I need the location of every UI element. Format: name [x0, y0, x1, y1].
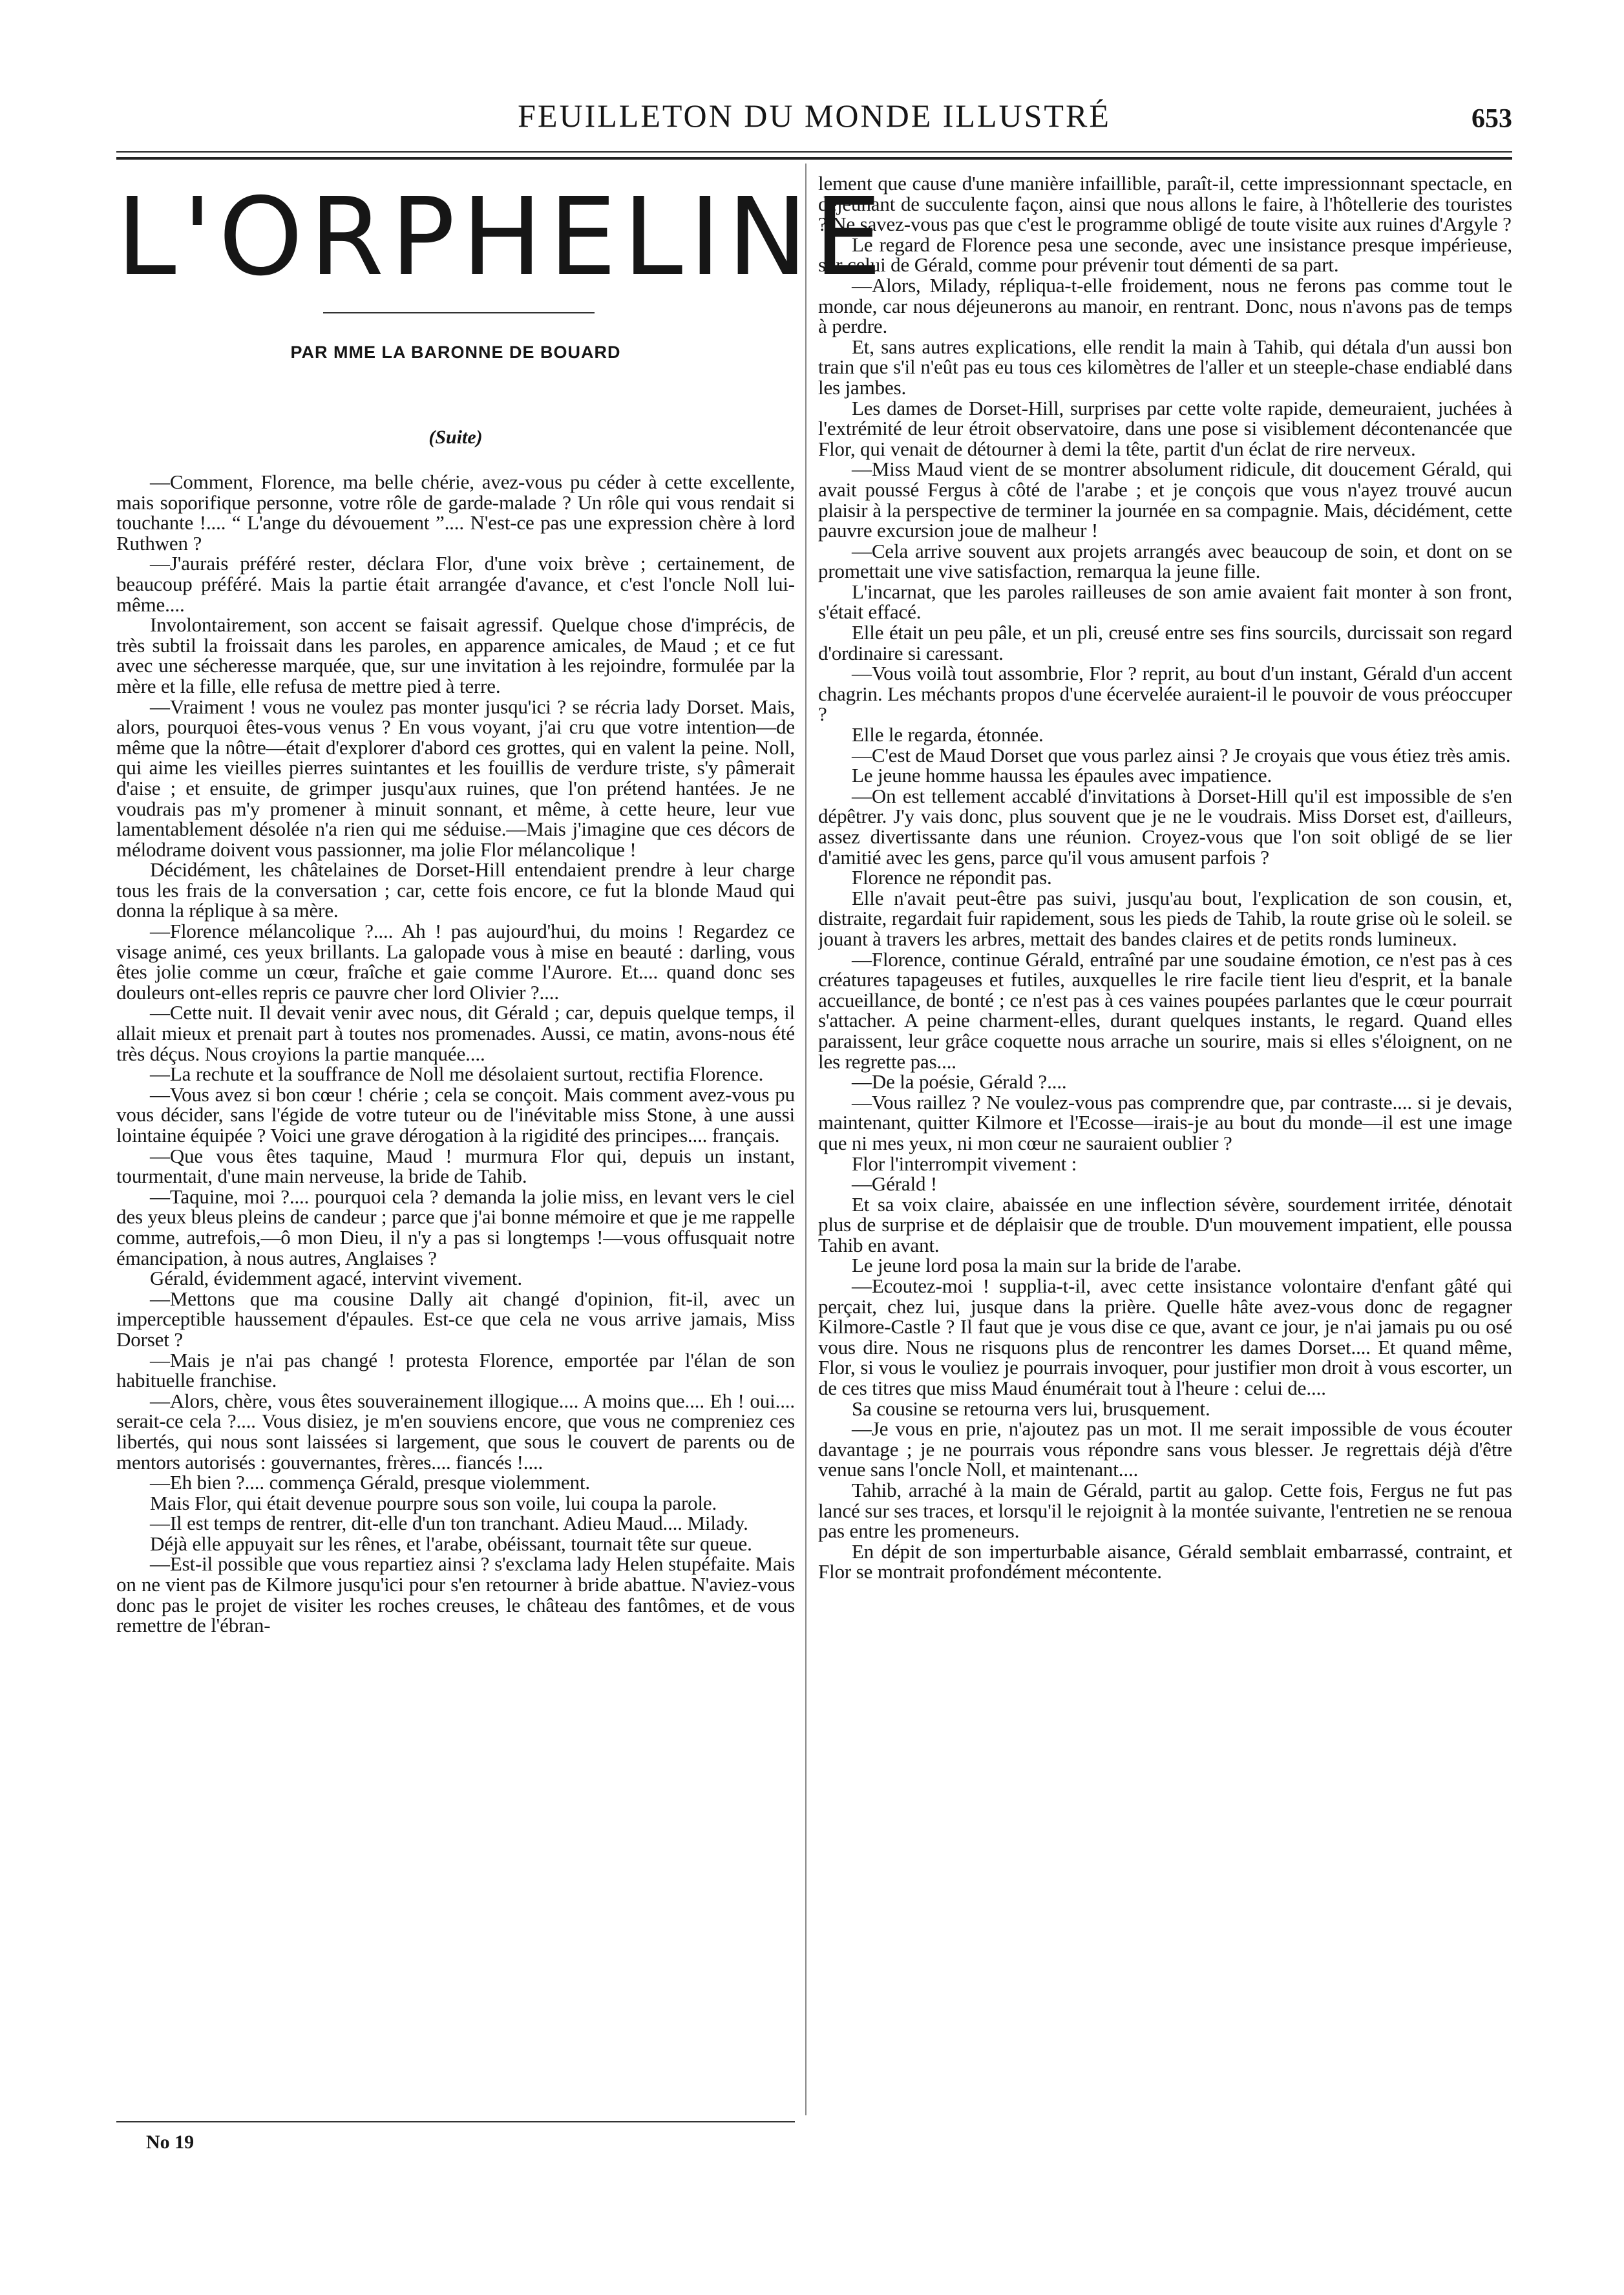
- paragraph: —Que vous êtes taquine, Maud ! murmura Flor qui, depuis un instant, tourmentait, d'une main nerveuse, la bride de Tahib.: [116, 1144, 795, 1188]
- paragraph: —Eh bien ?.... commença Gérald, presque violemment.: [150, 1471, 591, 1494]
- right-column: [818, 173, 1512, 2138]
- paragraph: Et, sans autres explications, elle rendit la main à Tahib, qui détala d'un aussi bon train que s'il n'eût pas eu tous ces kilomètres de l'aller et un steeple-chase endiablé dans les jambes.: [818, 335, 1512, 399]
- paragraph: Florence ne répondit pas.: [852, 866, 1052, 889]
- paragraph: Elle n'avait peut-être pas suivi, jusqu'au bout, l'explication de son cousin, et, distraite, regardait fuir rapidement, sous les pieds de Tahib, la route grise où le soleil. se jouant à travers les arbres, mettait des bandes claires et de petits ronds lumineux.: [818, 886, 1512, 950]
- paragraph: —Alors, Milady, répliqua-t-elle froidement, nous ne ferons pas comme tout le monde, car nous déjeunerons au manoir, en rentrant. Donc, nous n'avons pas de temps à perdre.: [818, 273, 1512, 338]
- paragraph: —Vous voilà tout assombrie, Flor ? reprit, au bout d'un instant, Gérald d'un accent chagrin. Les méchants propos d'une écervelée auraient-il le pouvoir de vous préoccuper ?: [818, 662, 1512, 726]
- paragraph: Flor l'interrompit vivement :: [852, 1152, 1077, 1175]
- paragraph: —Cette nuit. Il devait venir avec nous, dit Gérald ; car, depuis quelque temps, il allait mieux et prenait part à toutes nos promenades. Aussi, ce matin, avons-nous été très déçus. Nous croyions la partie manquée....: [116, 1001, 795, 1065]
- paragraph: Mais Flor, qui était devenue pourpre sous son voile, lui coupa la parole.: [150, 1491, 717, 1514]
- paragraph: —La rechute et la souffrance de Noll me désolaient surtout, rectifia Florence.: [150, 1063, 764, 1086]
- paragraph: Le jeune homme haussa les épaules avec impatience.: [852, 764, 1272, 787]
- paragraph: —Florence, continue Gérald, entraîné par une soudaine émotion, ce n'est pas à ces créatures tapageuses et futiles, auxquelles le rire facile tient lieu d'esprit, et la banale accueillance, de bonté ; ce n'est pas à ces vaines poupées parlantes que le cœur pourrait s'attacher. A peine charment-elles, durant quelques instants, le regard. Quand elles paraissent, leur grâce coquette nous arrache un sourire, mais si elles s'éloignent, on ne les regrette pas....: [818, 947, 1512, 1073]
- paragraph: —Alors, chère, vous êtes souverainement illogique.... A moins que.... Eh ! oui.... serait-ce cela ?.... Vous disiez, je m'en souviens encore, que vous ne compreniez ces libertés, qui nous sont laissées si largement, que sous le couvert de parents ou de mentors autorisés : gouvernantes, frères.... fiancés !....: [116, 1389, 795, 1474]
- paragraph: —J'aurais préféré rester, déclara Flor, d'une voix brève ; certainement, de beaucoup préféré. Mais la partie était arrangée d'avance, et c'est l'oncle Noll lui-même....: [116, 552, 795, 616]
- continued-label: (Suite): [428, 427, 483, 448]
- paragraph: —Mettons que ma cousine Dally ait changé d'opinion, fit-il, avec un imperceptible haussement d'épaules. Est-ce que cela ne vous arrive jamais, Miss Dorset ?: [116, 1287, 795, 1351]
- left-column: [116, 472, 795, 2126]
- column-divider: [805, 164, 807, 2115]
- paragraph: Le jeune lord posa la main sur la bride de l'arabe.: [852, 1254, 1242, 1277]
- paragraph: L'incarnat, que les paroles railleuses de son amie avaient fait monter à son front, s'était effacé.: [818, 580, 1512, 624]
- title-rule: [323, 312, 595, 313]
- paragraph: Décidément, les châtelaines de Dorset-Hill entendaient prendre à leur charge tous les frais de la conversation ; car, cette fois encore, ce fut la blonde Maud qui donna la réplique à sa mère.: [116, 858, 795, 922]
- paragraph: —Vous raillez ? Ne voulez-vous pas comprendre que, par contraste.... si je devais, maintenant, quitter Kilmore et l'Ecosse—irais-je au bout du monde—il est une image que ni mes yeux, ni mon cœur ne sauraient oublier ?: [818, 1090, 1512, 1154]
- paragraph-continuation: lement que cause d'une manière infaillible, paraît-il, cette impressionnant spectacle, en déjeunant de succulente façon, ainsi que nous allons le faire, à l'hôtellerie des touristes ? Ne savez-vous pas que c'est le programme obligé de toute visite aux ruines d'Argyle ?: [818, 173, 1512, 236]
- header-rule-thin: [116, 151, 1512, 153]
- paragraph: —Gérald !: [852, 1172, 938, 1196]
- paragraph: —Cela arrive souvent aux projets arrangés avec beaucoup de soin, et dont on se promettait une vive satisfaction, remarqua la jeune fille.: [818, 539, 1512, 583]
- paragraph: —Miss Maud vient de se montrer absolument ridicule, dit doucement Gérald, qui avait poussé Fergus à côté de l'arabe ; et je conçois que vous n'ayez trouvé aucun plaisir à la perspective de terminer la journée en sa compagnie. Mais, décidément, cette pauvre excursion joue de malheur !: [818, 458, 1512, 542]
- paragraph: Elle était un peu pâle, et un pli, creusé entre ses fins sourcils, durcissait son regard d'ordinaire si caressant.: [818, 621, 1512, 664]
- issue-number: No 19: [146, 2131, 195, 2153]
- paragraph: —De la poésie, Gérald ?....: [852, 1070, 1067, 1094]
- paragraph: —Vous avez si bon cœur ! chérie ; cela se conçoit. Mais comment avez-vous pu vous décider, sans l'égide de votre tuteur ou de l'inévitable miss Stone, à une aussi lointaine équipée ? Voici une grave dérogation à la rigidité des principes.... français.: [116, 1083, 795, 1147]
- page-number: 653: [1471, 104, 1512, 134]
- paragraph: —Vraiment ! vous ne voulez pas monter jusqu'ici ? se récria lady Dorset. Mais, alors, pourquoi êtes-vous venus ? En vous voyant, j'ai cru que votre intention—de même que la nôtre—était d'explorer d'abord ces grottes, qui en valent la peine. Noll, qui aime les vieilles pierres suintantes et les fouillis de verdure triste, s'y pâmerait d'aise ; et ensuite, de grimper jusqu'aux ruines, que l'on prétend hantées. Je ne voudrais pas m'y promener à minuit sonnant, et même, à cette heure, leur vue lamentablement désolée n'a rien qui me séduise.—Mais j'imagine que ces décors de mélodrame doivent vous passionner, ma jolie Flor mélancolique !: [116, 695, 795, 861]
- paragraph: —Est-il possible que vous repartiez ainsi ? s'exclama lady Helen stupéfaite. Mais on ne vient pas de Kilmore jusqu'ici pour s'en retourner à bride abattue. N'aviez-vous donc pas le projet de visiter les roches creuses, le château des fantômes, et de vous remettre de l'ébran-: [116, 1552, 795, 1637]
- paragraph: Et sa voix claire, abaissée en une inflection sévère, sourdement irritée, dénotait plus de surprise et de déplaisir que de trouble. D'un mouvement impatient, elle poussa Tahib en avant.: [818, 1192, 1512, 1256]
- paragraph: Le regard de Florence pesa une seconde, avec une insistance presque impérieuse, sur celui de Gérald, comme pour prévenir tout démenti de sa part.: [818, 233, 1512, 277]
- paragraph: —Mais je n'ai pas changé ! protesta Florence, emportée par l'élan de son habituelle franchise.: [116, 1348, 795, 1392]
- paragraph: En dépit de son imperturbable aisance, Gérald semblait embarrassé, contraint, et Flor se montrait profondément mécontente.: [818, 1539, 1512, 1583]
- running-head: FEUILLETON DU MONDE ILLUSTRÉ: [518, 98, 1111, 134]
- paragraph: —Taquine, moi ?.... pourquoi cela ? demanda la jolie miss, en levant vers le ciel des yeux bleus pleins de candeur ; parce que j'ai bonne mémoire et que je me rappelle comme, autrefois,—ô mon Dieu, il n'y a pas si longtemps !—vous offusquait notre émancipation, à nous autres, Anglaises ?: [116, 1185, 795, 1269]
- paragraph: —Ecoutez-moi ! supplia-t-il, avec cette insistance volontaire d'enfant gâté qui perçait, chez lui, jusque dans la prière. Quelle hâte avez-vous donc de regagner Kilmore-Castle ? Il faut que je vous dise ce que, avant ce jour, je n'ai jamais pu ou osé vous dire. Nous ne risquons plus de rencontrer les dames Dorset.... Et quand même, Flor, si vous le vouliez je pourrais invoquer, pour justifier mon droit à vous escorter, un de ces titres que miss Maud énumérait tout à l'heure : celui de....: [818, 1274, 1512, 1400]
- paragraph: Les dames de Dorset-Hill, surprises par cette volte rapide, demeuraient, juchées à l'extrémité de leur étroit observatoire, dans une pose si visiblement décontenancée que Flor, qui venait de détourner à demi la tête, partit d'un éclat de rire nerveux.: [818, 396, 1512, 460]
- paragraph: Gérald, évidemment agacé, intervint vivement.: [150, 1267, 522, 1290]
- article-title: L'ORPHELINE: [116, 175, 889, 300]
- paragraph: —Comment, Florence, ma belle chérie, avez-vous pu céder à cette excellente, mais soporifique personne, votre rôle de garde-malade ? Un rôle qui vous rendait si touchante !.... “ L'ange du dévouement ”.... N'est-ce pas une expression chère à lord Ruthwen ?: [116, 472, 795, 555]
- paragraph: —Je vous en prie, n'ajoutez pas un mot. Il me serait impossible de vous écouter davantage ; je ne pourrais vous répondre sans vous blesser. Je regrettais déjà d'être venue sans l'oncle Noll, et maintenant....: [818, 1417, 1512, 1481]
- paragraph: —On est tellement accablé d'invitations à Dorset-Hill qu'il est impossible de s'en dépêtrer. J'y vais donc, plus souvent que je ne le voudrais. Miss Dorset est, d'ailleurs, assez divertissante dans une réunion. Croyez-vous que l'on soit obligé de se lier d'amitié avec les gens, parce qu'il vous amusent parfois ?: [818, 784, 1512, 869]
- footer-rule: [116, 2121, 795, 2122]
- header-rule-thick: [116, 157, 1512, 160]
- paragraph: Déjà elle appuyait sur les rênes, et l'arabe, obéissant, tournait tête sur queue.: [150, 1532, 752, 1555]
- paragraph: Sa cousine se retourna vers lui, brusquement.: [852, 1397, 1210, 1420]
- author-byline: PAR MME LA BARONNE DE BOUARD: [290, 343, 621, 362]
- paragraph: Tahib, arraché à la main de Gérald, partit au galop. Cette fois, Fergus ne fut pas lancé sur ses traces, et lorsqu'il le rejoignit à la montée suivante, l'entretien ne se renoua pas entre les promeneurs.: [818, 1479, 1512, 1543]
- paragraph: —C'est de Maud Dorset que vous parlez ainsi ? Je croyais que vous étiez très amis.: [852, 743, 1511, 767]
- paragraph: Elle le regarda, étonnée.: [852, 723, 1044, 746]
- paragraph: Involontairement, son accent se faisait agressif. Quelque chose d'imprécis, de très subtil la froissait dans les paroles, en apparence amicales, de Maud ; et ce fut avec une sécheresse marquée, que, sur une invitation à les rejoindre, formulée par la mère et la fille, elle refusa de mettre pied à terre.: [116, 613, 795, 697]
- paragraph: —Florence mélancolique ?.... Ah ! pas aujourd'hui, du moins ! Regardez ce visage animé, ces yeux brillants. La galopade vous à mise en beauté : darling, vous êtes jolie comme un cœur, fraîche et gaie comme l'Aurore. Et.... quand donc ses douleurs ont-elles repris ce pauvre cher lord Olivier ?....: [116, 920, 795, 1004]
- paragraph: —Il est temps de rentrer, dit-elle d'un ton tranchant. Adieu Maud.... Milady.: [150, 1512, 748, 1535]
